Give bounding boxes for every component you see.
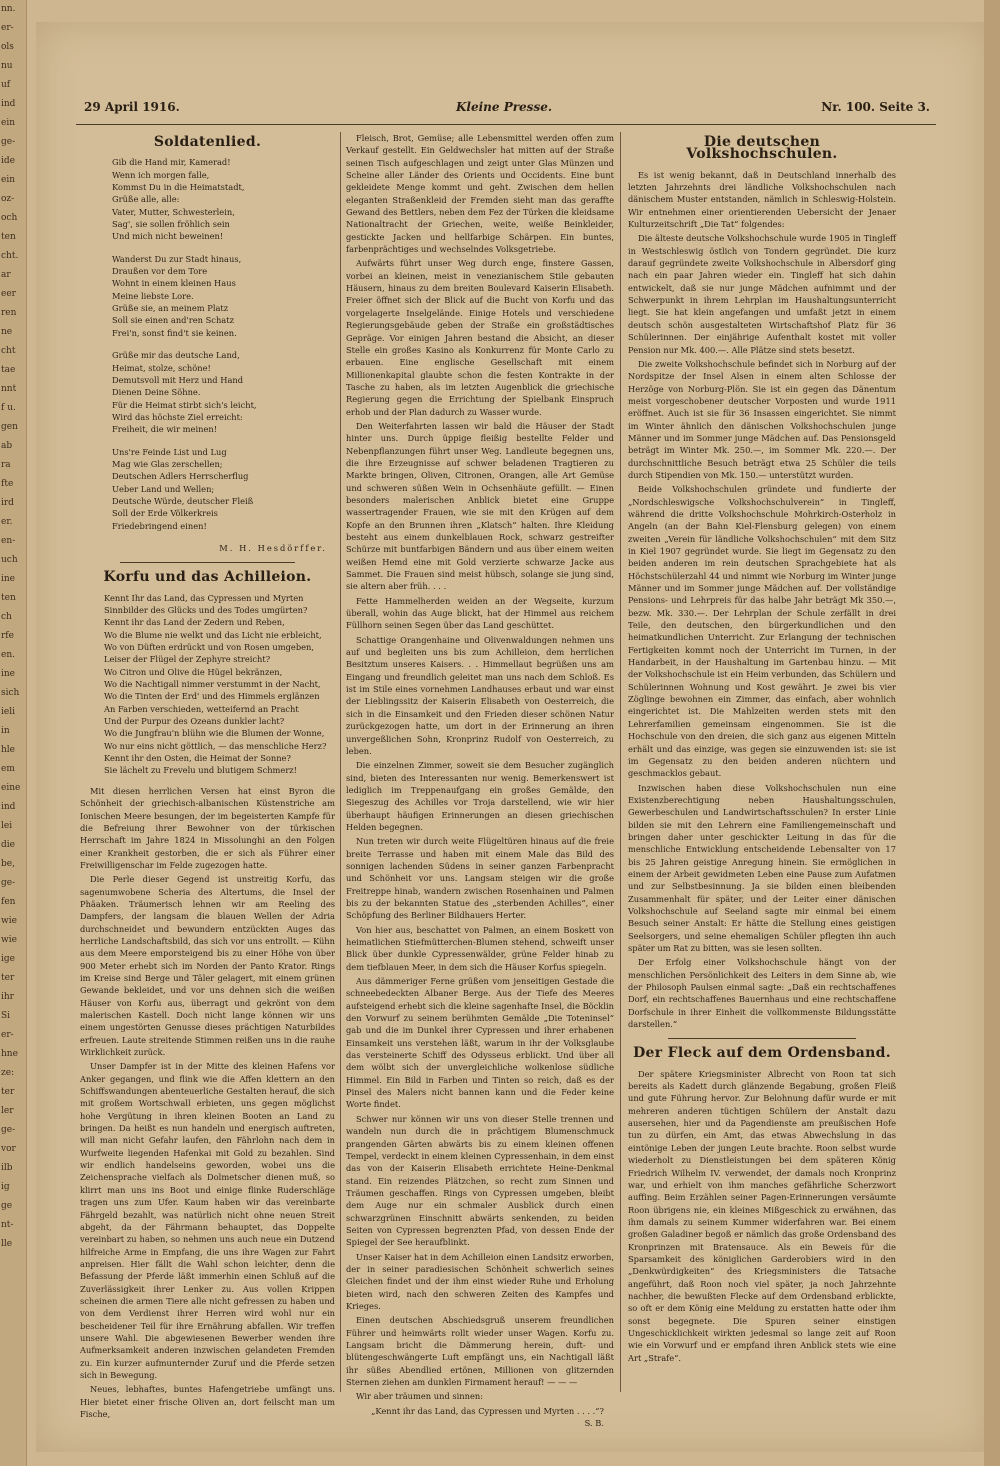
- poem-line: Wo nur eins nicht göttlich, — das menschliche Herz?: [104, 740, 327, 751]
- poem-line: Frei'n, sonst find't sie keinen.: [112, 327, 237, 338]
- paragraph: Die einzelnen Zimmer, soweit sie dem Besucher zugänglich sind, bieten des Interessanten nur wenig. Bemerkenswert ist lediglich im Treppenaufgang ein großes Gemälde, den Siegeszug des Achilles vor Troja darstellend, wie wir hier überhaupt häufigen Erinnerungen an diesen griechischen Helden begegnen.: [346, 760, 614, 832]
- poem-line: Grüße mir das deutsche Land,: [112, 350, 240, 361]
- poem-line: Kommst Du in die Heimatstadt,: [112, 182, 245, 193]
- closing-quote: „Kennt ihr das Land, das Cypressen und Myrten . . . .“?: [371, 1405, 604, 1416]
- adjacent-page-fragment: ler: [1, 1106, 14, 1116]
- poem-stanza: [104, 156, 335, 242]
- poem-line: Demutsvoll mit Herz und Hand: [112, 374, 244, 385]
- poem-line: Grüße sie, an meinem Platz: [112, 303, 229, 314]
- adjacent-page-fragment: ols: [1, 42, 14, 52]
- adjacent-page-fragment: hne: [1, 1049, 18, 1059]
- poem-line: Kennt ihr das Land der Zedern und Reben,: [104, 617, 285, 628]
- adjacent-page-fragment: ieli: [1, 707, 15, 717]
- adjacent-page-fragment: cht.: [1, 251, 19, 261]
- header-rule: [76, 124, 936, 125]
- adjacent-page-fragment: die: [1, 840, 15, 850]
- poem-soldatenlied: [96, 156, 335, 532]
- paragraph: Wir aber träumen und sinnen:: [356, 1391, 484, 1402]
- paragraph: Nun treten wir durch weite Flügeltüren hinaus auf die freie breite Terrasse und haben mit einem Male das Bild des sonnigen lachenden Südens in seiner ganzen Farbenpracht und Schönheit vor uns. Langsam steigen wir die große Freitreppe hinab, wandern zwischen Rosenhainen und Palmen bis zu der bekannten Statue des „sterbenden Achilles“, einer Schöpfung des Berliner Bildhauers Herter.: [346, 836, 614, 921]
- adjacent-page-fragment: fen: [1, 897, 16, 907]
- adjacent-page-fragment: uf: [1, 80, 11, 90]
- poem-line: Deutsche Würde, deutscher Fleiß: [112, 495, 254, 506]
- column-1: [80, 132, 335, 1419]
- paragraph: Unser Kaiser hat in dem Achilleion einen Landsitz erworben, der in seiner paradiesischen Schönheit schwerlich seines Gleichen findet und der ihm einst wieder Ruhe und Erholung bieten wird, nach den schweren Zeiten des Kampfes und Krieges.: [346, 1251, 614, 1311]
- adjacent-page-fragment: lle: [1, 1239, 13, 1249]
- poem-stanza: [104, 349, 335, 435]
- column-divider: [620, 132, 621, 1392]
- adjacent-page-fragment: ine: [1, 574, 16, 584]
- paragraph: Schwer nur können wir uns von dieser Stelle trennen und wandeln nun durch die in prächtigem Blumenschmuck prangenden Gärten abwärts bis zu einem kleinen offenen Tempel, verdeckt in einem kleinen Cypressenhain, in dem einst das von der Kaiserin Elisabeth errichtete Heine-Denkmal stand. Ein reizendes Plätzchen, so recht zum Sinnen und Träumen geschaffen. Rings von Cypressen umgeben, bleibt dem Auge nur ein schmaler Ausblick durch einen schwarzgrünen Einschnitt abwärts senkenden, zu beiden Seiten von Cypressen begrenzten Pfad, von dessen Ende der Spiegel der See heraufblinkt.: [346, 1113, 614, 1248]
- adjacent-page-fragment: ilb: [1, 1163, 13, 1173]
- separator-rule: [668, 1038, 856, 1039]
- page-edge: [984, 0, 1000, 1466]
- adjacent-page-fragment: er-: [1, 1030, 14, 1040]
- adjacent-page-fragment: ten: [1, 593, 16, 603]
- adjacent-page-fragment: ein: [1, 175, 16, 185]
- paragraph: Die Perle dieser Gegend ist unstreitig Korfu, das sagenumwobene Scheria des Altertums, die Insel der Phäaken. Träumerisch lehnen wir am Reeling des Dampfers, der langsam die blauen Wellen der Adria durchschneidet und bewundern entzückten Auges das herrliche Landschaftsbild, das sich vor uns entrollt. — Kühn aus dem Meere emporsteigend bis zu einer Höhe von über 900 Meter erhebt sich im Norden der Panto Krator. Rings im Kreise sind Berge und Täler gelagert, mit einem grünen Gewande bekleidet, und vor uns dehnen sich die weißen Häuser von Korfu aus, überragt und gekrönt von dem malerischen Kastell. Doch nicht lange können wir uns einem ungestörten Genusse dieses prächtigen Naturbildes erfreuen. Laute streitende Stimmen reißen uns in die rauhe Wirklichkeit zurück.: [80, 874, 335, 1058]
- paragraph: Neues, lebhaftes, buntes Hafengetriebe umfängt uns. Hier bietet einer frische Oliven an, dort feilscht man um Fische,: [80, 1384, 335, 1419]
- article-title: Korfu und das Achilleion.: [103, 569, 312, 586]
- column-2: [346, 132, 614, 1429]
- adjacent-page-fragment: ine: [1, 669, 16, 679]
- adjacent-page-fragment: er.: [1, 517, 13, 527]
- adjacent-page-fragment: ar: [1, 270, 11, 280]
- poem-line: Gib die Hand mir, Kamerad!: [112, 157, 231, 168]
- article-title: Der Fleck auf dem Ordensband.: [633, 1045, 891, 1062]
- adjacent-page-fragment: ide: [1, 156, 15, 166]
- adjacent-page-fragment: ter: [1, 1087, 15, 1097]
- adjacent-page-fragment: hle: [1, 745, 16, 755]
- adjacent-page-fragment: em: [1, 764, 15, 774]
- adjacent-page-fragment: lei: [1, 821, 13, 831]
- poem-line: Vater, Mutter, Schwesterlein,: [112, 206, 235, 217]
- article-body: [628, 169, 896, 1031]
- poem-line: Wo die Jungfrau'n blühn wie die Blumen der Wonne,: [104, 728, 325, 739]
- paragraph: Aufwärts führt unser Weg durch enge, finstere Gassen, vorbei an kleinen, meist in venezianischem Stile gebauten Häusern, hinaus zu dem breiten Boulevard Kaiserin Elisabeth. Freier öffnet sich der Blick auf die Bucht von Korfu und das vorgelagerte Inselgelände. Einige Hotels und verschiedene Regierungsgebäude geben der Straße ein großstädtisches Gepräge. Vor einigen Jahren bestand die Absicht, an dieser Stelle ein großes Kasino als Konkurrenz für Monte Carlo zu erbauen. Eine englische Gesellschaft mit einem Millionenkapital glaubte schon die festen Kontrakte in der Tasche zu haben, als im letzten Augenblick die griechische Regierung gegen die Errichtung der Spielbank Einspruch erhob und der Plan dadurch zu Wasser wurde.: [346, 258, 614, 417]
- adjacent-page-fragment: ra: [1, 460, 11, 470]
- paragraph: Der spätere Kriegsminister Albrecht von Roon tat sich bereits als Kadett durch glänzende Begabung, großen Fleiß und gute Führung hervor. Zur Belohnung dafür wurde er mit mehreren anderen tüchtigen Schülern der Anstalt dazu ausersehen, hier und da Pagendienste am preußischen Hofe tun zu dürfen, ein Amt, das etwas Abwechslung in das eintönige Leben der jungen Leute brachte. Roon selbst wurde wiederholt zu Dienstleistungen bei dem späteren König Friedrich Wilhelm IV. verwendet, der damals noch Kronprinz war, und erhielt von ihm manches gefährliche Scherzwort auffing. Beim Erzählen seiner Pagen-Erinnerungen versäumte Roon übrigens nie, ein kleines Mißgeschick zu erwähnen, das ihm damals zu seinem Kummer widerfahren war. Bei einem großen Galadiner begoß er nämlich das große Ordensband des Kronprinzen mit Bratensauce. Als ein Beweis für die Sparsamkeit des königlichen Garderobiers wird in den „Denkwürdigkeiten“ des Kriegsministers die Tatsache angeführt, daß Roon noch viel später, ja noch Jahrzehnte nachher, die bewußten Flecke auf dem Ordensband erblickte, so oft er dem König eine Meldung zu erstatten hatte oder ihm sonst begegnete. Die Spuren seiner einstigen Ungeschicklichkeit wirkten jedesmal so lange zeit auf Roon wie ein Vorwurf und er empfand ihren Anblick stets wie eine Art „Strafe“.: [628, 1068, 896, 1363]
- adjacent-page-fragment: er-: [1, 23, 14, 33]
- adjacent-page-fragment: wie: [1, 916, 17, 926]
- paragraph: Die zweite Volkshochschule befindet sich in Norburg auf der Nordspitze der Insel Alsen in einem alten Schlosse der Herzöge von Norburg-Plön. Sie ist ein gegen das Dänentum meist vorgeschobener deutscher Vorposten und wurde 1911 eröffnet. Auch ist sie für 36 Insassen eingerichtet. Sie nimmt im Winter ähnlich den dänischen Volkshochschulen junge Männer und im Sommer junge Mädchen auf. Das Pensionsgeld beträgt im Winter Mk. 250.—, im Sommer Mk. 220.—. Der durchschnittliche Besuch beträgt etwa 25 Schüler die teils durch Stipendien von Mk. 150.— unterstützt wurden.: [628, 358, 896, 480]
- poem-line: Dienen Deine Söhne.: [112, 387, 201, 398]
- poem-line: Deutschen Adlers Herrscherflug: [112, 471, 249, 482]
- adjacent-page-fragment: ge-: [1, 1125, 16, 1135]
- poem-line: Wird das höchste Ziel erreicht:: [112, 411, 243, 422]
- poem-line: Wenn ich morgen falle,: [112, 169, 210, 180]
- issue-date: 29 April 1916.: [84, 100, 180, 114]
- column-3: [628, 132, 896, 1400]
- adjacent-page-fragment: ze:: [1, 1068, 15, 1078]
- paragraph: Fleisch, Brot, Gemüse; alle Lebensmittel werden offen zum Verkauf gestellt. Ein Geldwechsler hat mitten auf der Straße seinen Tisch aufgeschlagen und zeigt unter Glas Münzen und Scheine aller Länder des Orients und Occidents. Eine bunt gekleidete Menge kommt und geht. Zwischen dem hellen eleganten Straßenkleid der Fremden sieht man das geraffte Gewand des Bettlers, neben dem Fez der Türken die kleidsame Nationaltracht der Griechen, weite, weiße Beinkleider, gestickte Jacken und hellfarbige Schärpen. Ein buntes, farbenprächtiges und wechselndes Volksgetriebe.: [346, 133, 614, 255]
- poem-line: Sinnbilder des Glücks und des Todes umgürten?: [104, 605, 308, 615]
- adjacent-page-fragment: ge: [1, 1201, 13, 1211]
- adjacent-page-fragment: ten: [1, 232, 16, 242]
- adjacent-page-fragment: ein: [1, 118, 16, 128]
- adjacent-page-fragment: ihr: [1, 992, 14, 1002]
- paragraph: Es ist wenig bekannt, daß in Deutschland innerhalb des letzten Jahrzehnts drei ländliche Volkshochschulen nach dänischem Muster entstanden, nämlich in Schleswig-Holstein. Wir entnehmen einer orientierenden Uebersicht der Jenaer Kulturzeitschrift „Die Tat“ folgendes:: [628, 169, 896, 230]
- paragraph: Unser Dampfer ist in der Mitte des kleinen Hafens vor Anker gegangen, und flink wie die Affen klettern an den Schiffswandungen abenteuerliche Gestalten herauf, die sich mit großem Wortschwall erbieten, uns gegen möglichst hohe Vergütung in ihren kleinen Booten an Land zu bringen. Da heißt es nun handeln und energisch auftreten, will man nicht Gefahr laufen, den Fährlohn nach dem in Wurfweite liegenden Hafenkai mit Gold zu bezahlen. Sind wir endlich handelseins geworden, wobei uns die Zeichensprache vielfach als Dolmetscher dienen muß, so klirrt man uns ins Boot und einige flinke Ruderschläge tragen uns zum Ufer. Kaum haben wir das vereinbarte Fährgeld bezahlt, was natürlich nicht ohne neuen Streit abgeht, da der Fährmann behauptet, das Doppelte vereinbart zu haben, so nehmen uns auch neue ein Dutzend hilfreiche Arme in Empfang, die uns ihre Wagen zur Fahrt anpreisen. Hier fällt die Wahl schon leichter, denn die Befassung der Pferde läßt immerhin einen Schluß auf die Zuverlässigkeit ihrer Lenker zu. Aus vollen Krippen scheinen die armen Tiere alle nicht gefressen zu haben und von dem Verdienst ihrer Herren wird wohl nur ein bescheidener Teil für ihre Ernährung abfallen. Wir treffen unsere Wahl. Die abgewiesenen Bewerber wenden ihre Aufmerksamkeit anderen inzwischen gelandeten Fremden zu. Ein kurzer aufmunternder Zuruf und die Pferde setzen sich in Bewegung.: [80, 1061, 335, 1380]
- adjacent-page-fragment: in: [1, 726, 10, 736]
- paragraph: Aus dämmeriger Ferne grüßen vom jenseitigen Gestade die schneebedeckten Albaner Berge. Aus der Tiefe des Meeres aufsteigend erhebt sich die kleine sagenhafte Insel, die Böcklin den Vorwurf zu seinem berühmten Gemälde „Die Toteninsel“ gab und die im Dunkel ihrer Cypressen und ihrer erhabenen Einsamkeit uns verstehen läßt, warum in ihr der Volksglaube das versteinerte Schiff des Odysseus erblickt. Und über all dem wölbt sich der unvergleichliche wolkenlose südliche Himmel. Ein Bild in Farben und Tinten so reich, daß es der Pinsel des Malers nicht bannen kann und die Feder keine Worte findet.: [346, 976, 614, 1110]
- poem-line: Und mich nicht beweinen!: [112, 231, 224, 242]
- poem-author: M. H. Hesdörffer.: [219, 542, 327, 553]
- poem-line: Wo Citron und Olive die Hügel bekränzen,: [104, 666, 283, 677]
- poem-line: Wanderst Du zur Stadt hinaus,: [112, 253, 242, 264]
- paragraph: Einen deutschen Abschiedsgruß unserem freundlichen Führer und heimwärts rollt wieder unser Wagen. Korfu zu. Langsam bricht die Dämmerung herein, duft- und blütengeschwängerte Luft empfängt uns, ein Nachtigall läßt ihr süßes Abendlied ertönen, Millionen von glitzernden Sternen ziehen am dunklen Firmament herauf! — — —: [346, 1315, 614, 1388]
- adjacent-page-fragment: gen: [1, 422, 18, 432]
- paragraph: Mit diesen herrlichen Versen hat einst Byron die Schönheit der griechisch-albanischen Küstenstriche am Ionischen Meere besungen, der im begeisterten Kampfe für die Befreiung ihrer Bewohner von der türkischen Herrschaft im Jahre 1824 in Missolunghi an den Folgen einer Krankheit gestorben, die er sich als Führer einer Freiwilligenschar im Felde zugezogen hatte.: [80, 785, 335, 870]
- poem-line: Friedebringend einen!: [112, 520, 207, 531]
- poem-line: Uns're Feinde List und Lug: [112, 446, 227, 457]
- paragraph: Beide Volkshochschulen gründete und fundierte der „Nordschleswigsche Volkshochschulverein“ in Tingleff, während die dritte Volkshochschule Mohrkirch-Osterholz in Angeln (an der Bahn Kiel-Flensburg gelegen) von einem zweiten „Verein für ländliche Volkshochschulen“ mit dem Sitz in Kiel 1907 gegründet wurde. Sie liegt im Gegensatz zu den beiden anderen im rein deutschen Sprachgebiete hat als Höchstschülerzahl 44 und nimmt wie Norburg im Winter junge Männer und im Sommer junge Mädchen auf. Der vollständige Pensions- und Lehrpreis für das halbe Jahr beträgt Mk 350.—, bezw. Mk. 330.—. Der Lehrplan der Schule zerfällt in drei Teile, den deutschen, den bürgerkundlichen und den heimatkundlichen Unterricht. Zur Erlangung der technischen Fertigkeiten kommt noch der Unterricht im Turnen, in der Handarbeit, in der Haushaltung im Gartenbau hinzu. — Mit der Volkshochschule ist ein Heim verbunden, das Schülern und Schülerinnen Wohnung und Kost gewährt. Je zwei bis vier Zöglinge bewohnen ein Zimmer, das einfach, aber wohnlich eingerichtet ist. Die Mahlzeiten werden stets mit den Lehrerfamilien gemeinsam eingenommen. Sie ist die Hochschule von den dreien, die sich ganz aus eigenen Mitteln erhält und das einzige, was gegen sie einzuwenden ist: sie ist im Gegensatz zu den beiden anderen nüchtern und geschmacklos gebaut.: [628, 484, 896, 779]
- poem-line: Wo die Blume nie welkt und das Licht nie erbleicht,: [104, 629, 322, 640]
- adjacent-page-fragment: ige: [1, 954, 15, 964]
- paragraph: Der Erfolg einer Volkshochschule hängt von der menschlichen Persönlichkeit des Leiters in dem Sinne ab, wie der Philosoph Paulsen einmal sagte: „Daß ein rechtschaffenes Dorf, ein rechtschaffenes Bauernhaus und eine rechtschaffene Dorfschule in ihrer Einheit die vollkommenste Bildungsstätte darstellen.“: [628, 957, 896, 1030]
- article-title: Die deutschen Volkshochschulen.: [686, 134, 838, 163]
- masthead: Kleine Presse.: [455, 100, 553, 114]
- paragraph: Fette Hammelherden weiden an der Wegseite, kurzum überall, wohin das Auge blickt, hat der Himmel aus reichem Füllhorn seinen Segen über das Land geschüttet.: [346, 595, 614, 631]
- adjacent-page-fragment: nu: [1, 61, 13, 71]
- poem-stanza: [104, 446, 335, 532]
- adjacent-page-fragment: eine: [1, 783, 21, 793]
- adjacent-page-fragment: Si: [1, 1011, 11, 1021]
- poem-title: Soldatenlied.: [153, 134, 262, 150]
- poem-line: Grüße alle, alle:: [112, 194, 180, 205]
- adjacent-page-fragment: nt-: [1, 1220, 14, 1230]
- adjacent-page-fragment: wie: [1, 935, 17, 945]
- poem-line: Und der Purpur des Ozeans dunkler lacht?: [104, 716, 285, 727]
- author-initials: S. B.: [584, 1418, 604, 1429]
- page-header: [48, 80, 960, 120]
- article-body-continued: [346, 132, 614, 1403]
- adjacent-page-fragment: uch: [1, 555, 18, 565]
- adjacent-page-fragment: rfe: [1, 631, 14, 641]
- adjacent-page-fragment: ge-: [1, 137, 16, 147]
- adjacent-page-fragment: ge-: [1, 878, 16, 888]
- adjacent-page-fragment: och: [1, 213, 18, 223]
- adjacent-page-fragment: cht: [1, 346, 16, 356]
- adjacent-page-fragment: en.: [1, 650, 15, 660]
- poem-line: Wo die Tinten der Erd' und des Himmels erglänzen: [104, 691, 320, 702]
- adjacent-page-strip: [0, 0, 27, 1466]
- paragraph: Die älteste deutsche Volkshochschule wurde 1905 in Tingleff in Westschleswig östlich von Tondern gegründet. Die kurz darauf gegründete zweite Volkshochschule in Albersdorf ging nach ein paar Jahren wieder ein. Tingleff hat sich dahin entwickelt, daß sie nur junge Mädchen aufnimmt und der Schwerpunkt in ihrem Lehrplan im Haushaltungsunterricht liegt. Sie hat klein angefangen und umfaßt jetzt in einem deutsch schön ausgestalteten Wirtschaftshof Platz für 36 Schülerinnen. Der einjährige Aufenthalt kostet mit voller Pension nur Mk. 400.—. Alle Plätze sind stets besetzt.: [628, 233, 896, 355]
- poem-line: Draußen vor dem Tore: [112, 266, 208, 277]
- adjacent-page-fragment: nn.: [1, 4, 16, 14]
- poem-line: Heimat, stolze, schöne!: [112, 362, 211, 373]
- adjacent-page-fragment: vor: [1, 1144, 16, 1154]
- adjacent-page-fragment: ig: [1, 1182, 10, 1192]
- article-body: [80, 785, 335, 1421]
- poem-line: Für die Heimat stirbt sich's leicht,: [112, 399, 257, 410]
- poem-line: Wo von Düften erdrückt und von Rosen umgeben,: [104, 642, 315, 653]
- column-divider: [340, 132, 341, 1392]
- poem-line: Freiheit, die wir meinen!: [112, 424, 218, 435]
- article-body: [628, 1068, 896, 1364]
- page-number: Nr. 100. Seite 3.: [821, 100, 930, 114]
- adjacent-page-fragment: ter: [1, 973, 15, 983]
- paragraph: Inzwischen haben diese Volkshochschulen nun eine Existenzberechtigung neben Haushaltungsschulen, Gewerbeschulen und Landwirtschaftsschulen? In erster Linie bilden sie mit den Lehrern eine Familiengemeinschaft und bringen daher unter geschickter Leitung in das für die menschliche Entwicklung entscheidende Lebensalter von 17 bis 25 Jahren geistige Anregung hinein. Sie ermöglichen in einem der Arbeit gewidmeten Leben eine Pause zum Aufatmen und zur Selbstbesinnung. Ja sie bilden einen bleibenden Zusammenhalt für später, und der Leiter einer dänischen Volkshochschule auf Seeland sagte mir einmal bei einem Besuch seiner Anstalt: Er hätte die Stellung eines geistigen Seelsorgers, und seine ehemaligen Schüler pflegten ihn auch später um Rat zu bitten, was sie lesen sollten.: [628, 782, 896, 953]
- paragraph: Den Weiterfahrten lassen wir bald die Häuser der Stadt hinter uns. Durch üppige fleißig bestellte Felder und Nebenpflanzungen führt unser Weg. Landleute begegnen uns, die ihre Erzeugnisse auf schwer beladenen Tragtieren zu Markte bringen, Oliven, Citronen, Orangen, alle Art Gemüse und schweren süßen Wein in Ochsenhäute gefüllt. — Einen besonders malerischen Anblick bietet eine Gruppe wassertragender Frauen, wie sie mit den Krügen auf dem Kopfe an den Brunnen ihren „Klatsch“ halten. Ihre Kleidung besteht aus einem dunkelblauen Rock, schwarz gestreifter Schürze mit buntfarbigen Bändern und aus über einem weiten weißen Hemd eine mit Gold verzierte schwarze Jacke aus Sammet. Die Frauen sind meist hübsch, solange sie jung sind, sie altern aber früh. . . .: [346, 420, 614, 592]
- poem-line: Mag wie Glas zerschellen;: [112, 458, 223, 469]
- adjacent-page-fragment: oz-: [1, 194, 15, 204]
- adjacent-page-fragment: ne: [1, 327, 13, 337]
- poem-byron: [96, 592, 335, 777]
- poem-line: Sag', sie sollen fröhlich sein: [112, 219, 230, 230]
- adjacent-page-fragment: nnt: [1, 384, 17, 394]
- poem-stanza: [104, 253, 335, 339]
- adjacent-page-fragment: ind: [1, 99, 16, 109]
- paragraph: Schattige Orangenhaine und Olivenwaldungen nehmen uns auf und begleiten uns bis zum Achilleion, dem herrlichen Besitztum unseres Kaisers. . . Himmellaut begrüßen uns am Eingang und freundlich geleitet man uns nach dem Schloß. Es ist im Stile eines vornehmen Landhauses erbaut und war einst der Lieblingssitz der Kaiserin Elisabeth von Oesterreich, die sich in die Einsamkeit und den Frieden dieser schönen Natur zurückgezogen hatte, um dort in der Erinnerung an ihren unvergeßlichen Sohn, Kronprinz Rudolf von Oesterreich, zu leben.: [346, 634, 614, 756]
- poem-line: Ueber Land und Wellen;: [112, 483, 215, 494]
- adjacent-page-fragment: f u.: [1, 403, 16, 413]
- adjacent-page-fragment: sich: [1, 688, 20, 698]
- adjacent-page-fragment: tae: [1, 365, 16, 375]
- poem-line: Soll sie einen and'ren Schatz: [112, 315, 234, 326]
- adjacent-page-fragment: en-: [1, 536, 16, 546]
- poem-line: Kennt ihr den Osten, die Heimat der Sonne?: [104, 753, 291, 764]
- paragraph: Von hier aus, beschattet von Palmen, an einem Boskett von heimatlichen Stiefmütterchen-Blumen stehend, schweift unser Blick über dunkle Cypressenwälder, grüne Felder hinab zu dem tiefblauen Meer, in dem sich die Häuser Korfus spiegeln.: [346, 924, 614, 972]
- poem-line: Leiser der Flügel der Zephyre streicht?: [104, 654, 271, 665]
- poem-line: Wohnt in einem kleinen Haus: [112, 278, 236, 289]
- poem-line: Wo die Nachtigall nimmer verstummt in der Nacht,: [104, 679, 321, 690]
- poem-line: Soll der Erde Völkerkreis: [112, 508, 218, 519]
- poem-line: Meine liebste Lore.: [112, 290, 194, 301]
- adjacent-page-fragment: ind: [1, 802, 16, 812]
- adjacent-page-fragment: eer: [1, 289, 16, 299]
- adjacent-page-fragment: ab: [1, 441, 13, 451]
- poem-line: Kennt Ihr das Land, das Cypressen und Myrten: [104, 592, 304, 603]
- separator-rule: [120, 562, 295, 563]
- adjacent-page-fragment: ren: [1, 308, 17, 318]
- adjacent-page-fragment: fte: [1, 479, 14, 489]
- adjacent-page-fragment: ch: [1, 612, 12, 622]
- poem-line: An Farben verschieden, wetteifernd an Pracht: [104, 703, 299, 714]
- adjacent-page-fragment: ird: [1, 498, 14, 508]
- adjacent-page-fragment: be,: [1, 859, 15, 869]
- poem-line: Sie lächelt zu Frevelu und blutigem Schmerz!: [104, 765, 298, 776]
